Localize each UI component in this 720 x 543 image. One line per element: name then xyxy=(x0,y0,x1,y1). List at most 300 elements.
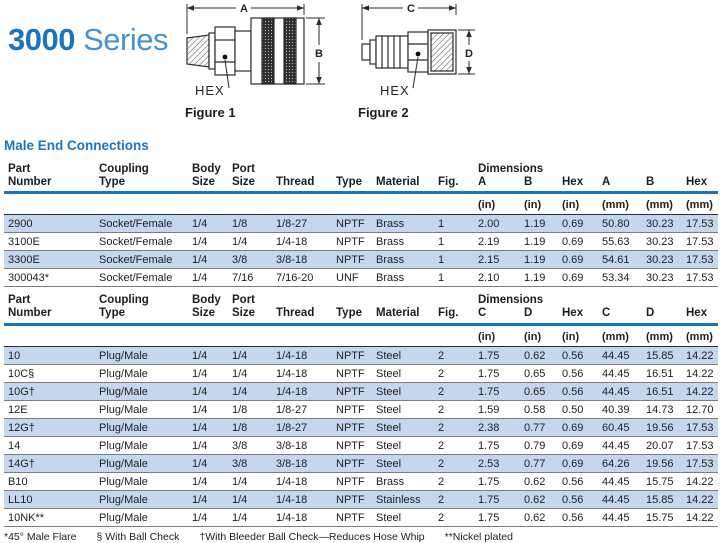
table-cell: Socket/Female xyxy=(99,215,192,233)
table-cell: 14.22 xyxy=(686,472,718,490)
column-header: Body xyxy=(192,294,221,307)
table-cell: NPTF xyxy=(336,251,376,269)
footnote-male-flare: *45° Male Flare xyxy=(4,530,77,543)
table-cell: 0.62 xyxy=(524,490,562,508)
column-header xyxy=(276,287,336,307)
table-cell: LL10 xyxy=(4,490,99,508)
arrowhead-left-icon xyxy=(187,5,194,11)
column-header: Thread xyxy=(276,307,336,324)
table-cell: 44.45 xyxy=(602,436,646,454)
table-cell: 15.85 xyxy=(646,346,686,364)
column-header xyxy=(376,287,438,307)
table-cell: 1.75 xyxy=(478,490,524,508)
table-row xyxy=(4,251,718,269)
table-cell: NPTF xyxy=(336,346,376,364)
table-cell: 1/4 xyxy=(192,215,232,233)
table-cell: Steel xyxy=(376,508,438,526)
column-header: Number xyxy=(4,307,99,324)
table-cell: 0.56 xyxy=(562,364,602,382)
table-cell: 1/4 xyxy=(192,436,232,454)
table-cell: Socket/Female xyxy=(99,233,192,251)
column-header: Part xyxy=(8,163,31,175)
column-header: Type xyxy=(99,176,192,193)
table-cell: Plug/Male xyxy=(99,400,192,418)
table-cell: 1/8-27 xyxy=(276,215,336,233)
table-cell: Steel xyxy=(376,418,438,436)
units-cell xyxy=(4,324,99,346)
table-cell: NPTF xyxy=(336,418,376,436)
table-cell: 16.51 xyxy=(646,382,686,400)
column-header: Port xyxy=(232,294,255,307)
table-cell: 0.56 xyxy=(562,508,602,526)
table-cell: 1/4 xyxy=(192,418,232,436)
table-cell: 1/8 xyxy=(232,400,276,418)
dim-a-label: A xyxy=(240,3,248,15)
table-cell: Plug/Male xyxy=(99,490,192,508)
table-cell: 0.65 xyxy=(524,382,562,400)
table-cell: 1.75 xyxy=(478,508,524,526)
units-cell xyxy=(376,193,438,215)
table-cell: 0.62 xyxy=(524,472,562,490)
column-header: Number xyxy=(4,176,99,193)
table-cell: 2 xyxy=(438,472,478,490)
footnote-ball-check: § With Ball Check xyxy=(96,530,180,543)
table-cell: 3300E xyxy=(4,251,99,269)
table-cell: Plug/Male xyxy=(99,472,192,490)
table-cell: 1/4 xyxy=(232,364,276,382)
table-cell: Steel xyxy=(376,364,438,382)
table-cell: 1/4-18 xyxy=(276,382,336,400)
table-cell: 1/4 xyxy=(192,454,232,472)
units-cell: (mm) xyxy=(686,193,718,215)
units-row xyxy=(4,193,718,215)
table-cell: 1.19 xyxy=(524,251,562,269)
table-cell: B10 xyxy=(4,472,99,490)
table-cell: 1/4 xyxy=(232,346,276,364)
table-cell: 2.53 xyxy=(478,454,524,472)
table-cell: 30.23 xyxy=(646,233,686,251)
table-cell: 1/4-18 xyxy=(276,233,336,251)
table-cell: 14.22 xyxy=(686,364,718,382)
table-cell: NPTF xyxy=(336,472,376,490)
arrowhead-right-icon xyxy=(449,5,456,11)
table-cell: NPTF xyxy=(336,490,376,508)
table-cell: 1/4 xyxy=(192,472,232,490)
table-cell: 3/8-18 xyxy=(276,454,336,472)
column-header xyxy=(336,156,376,176)
table-cell: 2 xyxy=(438,454,478,472)
units-cell xyxy=(438,324,478,346)
table-cell: 1 xyxy=(438,251,478,269)
table-cell: 15.75 xyxy=(646,508,686,526)
figure-2 xyxy=(356,2,486,120)
table-cell: 17.53 xyxy=(686,251,718,269)
table-cell: 12E xyxy=(4,400,99,418)
table-cell: 2 xyxy=(438,364,478,382)
units-cell: (in) xyxy=(524,193,562,215)
table-cell: 50.80 xyxy=(602,215,646,233)
units-cell: (in) xyxy=(478,324,524,346)
table-cell: Brass xyxy=(376,472,438,490)
column-header: C xyxy=(478,307,524,324)
table-cell: 2900 xyxy=(4,215,99,233)
coupling-body-outline xyxy=(187,18,304,84)
table-cell: 2.38 xyxy=(478,418,524,436)
arrowhead-down-icon xyxy=(466,67,472,74)
column-header: Hex xyxy=(686,307,718,324)
table-row xyxy=(4,400,718,418)
units-cell: (in) xyxy=(562,324,602,346)
column-header: Hex xyxy=(562,176,602,193)
units-cell xyxy=(232,193,276,215)
units-cell xyxy=(438,193,478,215)
footnotes xyxy=(4,531,720,543)
table-cell: 0.56 xyxy=(562,382,602,400)
table-cell: Steel xyxy=(376,436,438,454)
table-cell: Plug/Male xyxy=(99,346,192,364)
units-cell xyxy=(232,324,276,346)
column-header: Hex xyxy=(686,176,718,193)
table-cell: 3/8 xyxy=(232,436,276,454)
table-row xyxy=(4,233,718,251)
column-header: A xyxy=(602,176,646,193)
table-cell: 1/4 xyxy=(192,382,232,400)
column-header: Size xyxy=(192,307,232,324)
series-label: Series xyxy=(83,21,168,57)
table-cell: 30.23 xyxy=(646,269,686,287)
arrowhead-right-icon xyxy=(297,5,304,11)
column-header xyxy=(336,287,376,307)
table-cell: Socket/Female xyxy=(99,251,192,269)
table-cell: NPTF xyxy=(336,382,376,400)
footnote-bleeder: †With Bleeder Ball Check—Reduces Hose Whip xyxy=(199,530,425,543)
table-cell: 1.75 xyxy=(478,472,524,490)
table-cell: 14.73 xyxy=(646,400,686,418)
column-header: Thread xyxy=(276,176,336,193)
table-cell: 3/8 xyxy=(232,251,276,269)
table-cell: 1/4 xyxy=(232,508,276,526)
units-cell: (mm) xyxy=(602,324,646,346)
hex-callout-dot xyxy=(223,55,228,60)
table-cell: 1/8-27 xyxy=(276,400,336,418)
column-header: Size xyxy=(232,307,276,324)
table-row xyxy=(4,454,718,472)
figure-2-caption: Figure 2 xyxy=(358,105,409,120)
table-cell: 0.56 xyxy=(562,472,602,490)
arrowhead-up-icon xyxy=(466,30,472,37)
table-cell: 64.26 xyxy=(602,454,646,472)
table-cell: Plug/Male xyxy=(99,418,192,436)
table-cell: 0.69 xyxy=(562,233,602,251)
table-cell: 1/4 xyxy=(192,508,232,526)
table-cell: NPTF xyxy=(336,454,376,472)
table-header-group xyxy=(4,287,718,346)
column-header: Fig. xyxy=(438,307,478,324)
plug-coupling-drawing-icon xyxy=(356,2,486,99)
column-header: Fig. xyxy=(438,176,478,193)
column-header: Size xyxy=(192,176,232,193)
column-header xyxy=(438,156,478,176)
table-cell: 0.69 xyxy=(562,454,602,472)
arrowhead-down-icon xyxy=(316,77,322,84)
table-body xyxy=(4,215,718,287)
column-header: Material xyxy=(376,176,438,193)
units-cell xyxy=(336,324,376,346)
column-header: B xyxy=(524,176,562,193)
series-word xyxy=(75,22,83,57)
units-cell: (mm) xyxy=(646,193,686,215)
table-cell: 300043* xyxy=(4,269,99,287)
table-cell: 7/16 xyxy=(232,269,276,287)
column-header: D xyxy=(524,307,562,324)
dim-d-label: D xyxy=(465,48,473,60)
table-cell: 2 xyxy=(438,418,478,436)
table-cell: 44.45 xyxy=(602,508,646,526)
table-cell: Plug/Male xyxy=(99,436,192,454)
table-cell: Plug/Male xyxy=(99,508,192,526)
plug-body-outline xyxy=(362,30,456,74)
table-cell: 1/4 xyxy=(192,251,232,269)
units-cell xyxy=(336,193,376,215)
table-cell: 3/8-18 xyxy=(276,251,336,269)
table-cell: 0.79 xyxy=(524,436,562,454)
table-cell: 0.56 xyxy=(562,490,602,508)
table-cell: 40.39 xyxy=(602,400,646,418)
table-cell: 15.85 xyxy=(646,490,686,508)
footnote-nickel: **Nickel plated xyxy=(444,530,513,543)
table-cell: 16.51 xyxy=(646,364,686,382)
table-cell: NPTF xyxy=(336,400,376,418)
units-cell: (in) xyxy=(478,193,524,215)
table-cell: 44.45 xyxy=(602,472,646,490)
table-cell: Plug/Male xyxy=(99,454,192,472)
connections-table xyxy=(4,156,718,527)
table-cell: 10C§ xyxy=(4,364,99,382)
table-cell: 2.15 xyxy=(478,251,524,269)
table-cell: 1/4-18 xyxy=(276,508,336,526)
table-cell: 0.69 xyxy=(562,436,602,454)
table-cell: UNF xyxy=(336,269,376,287)
units-cell xyxy=(4,193,99,215)
column-header: D xyxy=(646,307,686,324)
table-cell: 54.61 xyxy=(602,251,646,269)
column-header xyxy=(276,156,336,176)
table-cell: Brass xyxy=(376,269,438,287)
table-row xyxy=(4,364,718,382)
table-cell: 10G† xyxy=(4,382,99,400)
table-cell: 44.45 xyxy=(602,382,646,400)
table-cell: 2.00 xyxy=(478,215,524,233)
units-cell xyxy=(276,193,336,215)
units-row xyxy=(4,324,718,346)
table-cell: 17.53 xyxy=(686,269,718,287)
table-header-group xyxy=(4,156,718,215)
table-cell: 12.70 xyxy=(686,400,718,418)
table-row xyxy=(4,418,718,436)
table-cell: 1/4 xyxy=(192,490,232,508)
column-header: Port xyxy=(232,163,255,175)
page-title xyxy=(8,23,168,57)
socket-coupling-drawing-icon xyxy=(183,2,335,99)
column-header: Size xyxy=(232,176,276,193)
table-cell: 10NK** xyxy=(4,508,99,526)
table-cell: 12G† xyxy=(4,418,99,436)
table-cell: Steel xyxy=(376,346,438,364)
table-cell: 44.45 xyxy=(602,346,646,364)
units-cell xyxy=(276,324,336,346)
table-cell: 0.58 xyxy=(524,400,562,418)
table-cell: 3100E xyxy=(4,233,99,251)
table-cell: 1/8 xyxy=(232,418,276,436)
table-cell: 2 xyxy=(438,400,478,418)
table-cell: 1/4 xyxy=(192,269,232,287)
column-header: Type xyxy=(99,307,192,324)
table-cell: 0.50 xyxy=(562,400,602,418)
table-cell: 1 xyxy=(438,269,478,287)
column-header: C xyxy=(602,307,646,324)
table-cell: 30.23 xyxy=(646,215,686,233)
table-cell: 0.56 xyxy=(562,346,602,364)
table-cell: 1/4 xyxy=(192,364,232,382)
table-cell: NPTF xyxy=(336,364,376,382)
table-cell: 1/4 xyxy=(192,400,232,418)
table-cell: 2 xyxy=(438,490,478,508)
table-cell: NPTF xyxy=(336,436,376,454)
units-cell xyxy=(99,193,192,215)
table-cell: 44.45 xyxy=(602,490,646,508)
table-cell: Brass xyxy=(376,215,438,233)
table-cell: 1.19 xyxy=(524,215,562,233)
table-cell: 1/4-18 xyxy=(276,346,336,364)
table-row xyxy=(4,215,718,233)
table-cell: 1/4-18 xyxy=(276,472,336,490)
table-cell: 1.19 xyxy=(524,233,562,251)
column-header: B xyxy=(646,176,686,193)
table-cell: 3/8 xyxy=(232,454,276,472)
table-cell: Steel xyxy=(376,400,438,418)
table-cell: 1/8 xyxy=(232,215,276,233)
dim-b-label: B xyxy=(315,48,323,60)
column-header: A xyxy=(478,176,524,193)
dimensions-header: Dimensions xyxy=(478,294,544,307)
table-cell: Plug/Male xyxy=(99,382,192,400)
table-cell: 10 xyxy=(4,346,99,364)
table-cell: 17.53 xyxy=(686,233,718,251)
column-header: Hex xyxy=(562,307,602,324)
table-cell: 1/4 xyxy=(232,490,276,508)
hex-label: HEX xyxy=(380,83,410,98)
table-cell: 15.75 xyxy=(646,472,686,490)
arrowhead-left-icon xyxy=(362,5,369,11)
table-cell: 14G† xyxy=(4,454,99,472)
hex-callout-dot xyxy=(416,52,421,57)
table-cell: 19.56 xyxy=(646,418,686,436)
table-cell: 1 xyxy=(438,215,478,233)
table-cell: 60.45 xyxy=(602,418,646,436)
table-cell: 0.62 xyxy=(524,346,562,364)
table-cell: 2.10 xyxy=(478,269,524,287)
table-cell: 1 xyxy=(438,233,478,251)
table-cell: Brass xyxy=(376,251,438,269)
column-header: Type xyxy=(336,176,376,193)
table-cell: 0.69 xyxy=(562,251,602,269)
table-cell: Plug/Male xyxy=(99,364,192,382)
series-number: 3000 xyxy=(8,21,75,57)
column-header: Body xyxy=(192,163,221,175)
units-cell: (mm) xyxy=(646,324,686,346)
units-cell: (in) xyxy=(524,324,562,346)
figure-1-caption: Figure 1 xyxy=(185,105,236,120)
table-row xyxy=(4,346,718,364)
table-cell: 1/4 xyxy=(232,472,276,490)
units-cell xyxy=(192,324,232,346)
table-cell: 17.53 xyxy=(686,215,718,233)
table-cell: 20.07 xyxy=(646,436,686,454)
table-row xyxy=(4,382,718,400)
table-cell: 1/8-27 xyxy=(276,418,336,436)
table-cell: 0.69 xyxy=(562,418,602,436)
column-header: Part xyxy=(8,294,31,307)
table-cell: 1/4 xyxy=(192,233,232,251)
table-cell: 1.19 xyxy=(524,269,562,287)
table-row xyxy=(4,436,718,454)
table-cell: Stainless xyxy=(376,490,438,508)
table-row xyxy=(4,472,718,490)
table-cell: 17.53 xyxy=(686,418,718,436)
table-cell: 30.23 xyxy=(646,251,686,269)
table-cell: 3/8-18 xyxy=(276,436,336,454)
column-header: Coupling xyxy=(99,163,149,175)
table-cell: 1/4-18 xyxy=(276,364,336,382)
table-row xyxy=(4,269,718,287)
units-cell: (mm) xyxy=(602,193,646,215)
table-cell: 1.75 xyxy=(478,346,524,364)
table-cell: 0.65 xyxy=(524,364,562,382)
table-cell: 0.77 xyxy=(524,418,562,436)
table-cell: Steel xyxy=(376,382,438,400)
table-cell: 44.45 xyxy=(602,364,646,382)
table-cell: 14.22 xyxy=(686,382,718,400)
column-header: Coupling xyxy=(99,294,149,307)
arrowhead-up-icon xyxy=(316,18,322,25)
table-cell: 14.22 xyxy=(686,508,718,526)
table-cell: 0.62 xyxy=(524,508,562,526)
table-cell: 14 xyxy=(4,436,99,454)
page-header xyxy=(0,0,720,133)
header-row-bottom xyxy=(4,307,718,324)
hex-label: HEX xyxy=(195,83,225,98)
table-cell: 1/4-18 xyxy=(276,490,336,508)
header-row-top xyxy=(4,156,718,176)
table-cell: 17.53 xyxy=(686,454,718,472)
units-cell xyxy=(99,324,192,346)
header-row-top xyxy=(4,287,718,307)
column-header xyxy=(438,287,478,307)
figure-1 xyxy=(183,2,335,120)
table-cell: 0.77 xyxy=(524,454,562,472)
dim-c-label: C xyxy=(407,3,415,15)
table-cell: 19.56 xyxy=(646,454,686,472)
units-cell xyxy=(192,193,232,215)
table-body xyxy=(4,346,718,526)
table-cell: NPTF xyxy=(336,215,376,233)
table-cell: 1/4 xyxy=(232,233,276,251)
table-cell: 2 xyxy=(438,346,478,364)
table-cell: 1/4 xyxy=(232,382,276,400)
table-cell: Steel xyxy=(376,454,438,472)
units-cell: (mm) xyxy=(686,324,718,346)
dimensions-header: Dimensions xyxy=(478,163,544,175)
